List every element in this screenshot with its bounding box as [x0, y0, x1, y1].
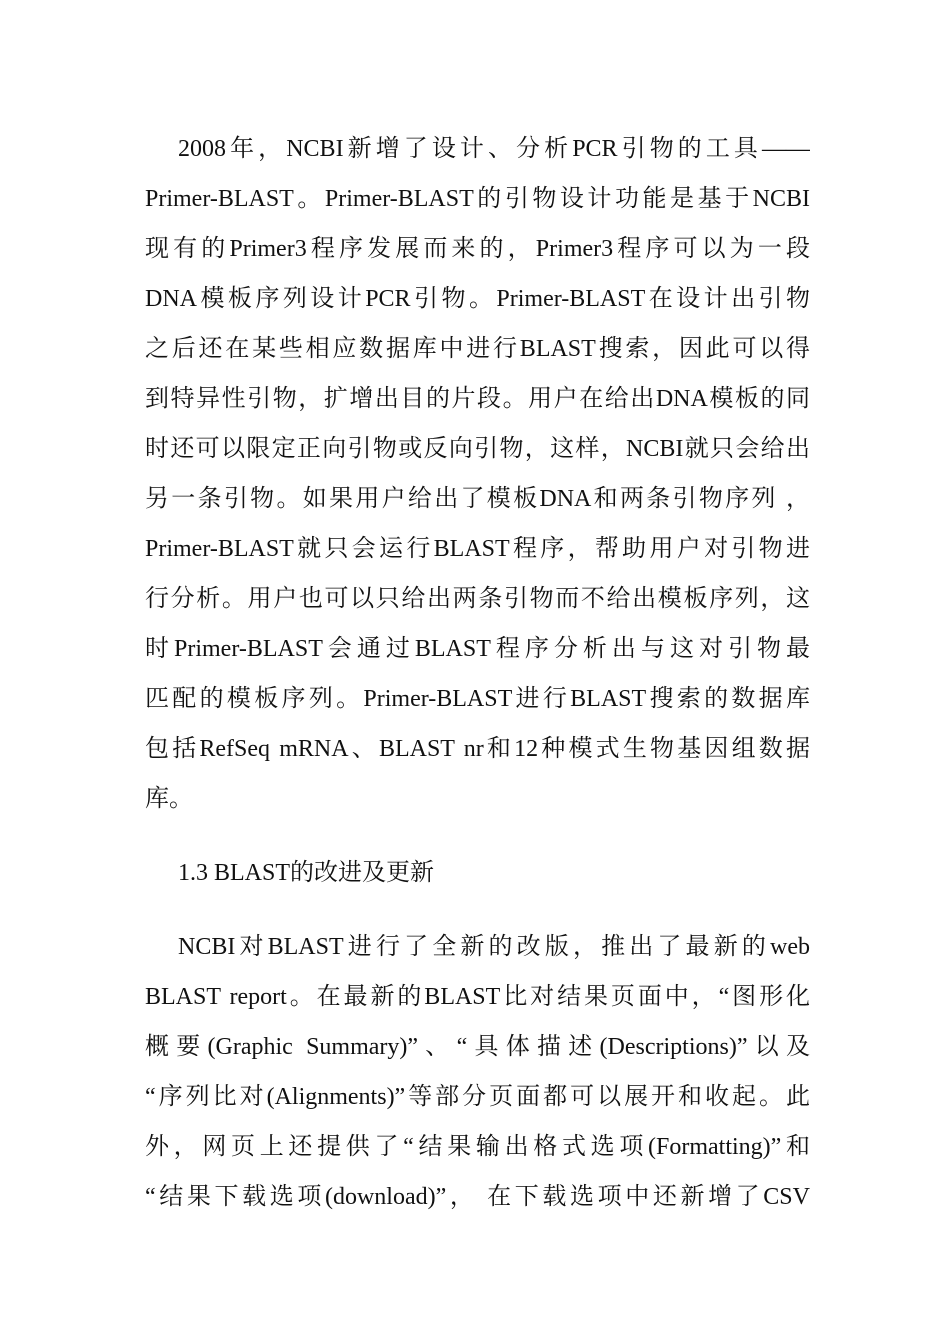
- paragraph-line: 库。: [145, 786, 193, 812]
- paragraph-line: 包括RefSeq mRNA、BLAST nr和12种模式生物基因组数据: [145, 736, 810, 762]
- paragraph-line: 行分析。用户也可以只给出两条引物而不给出模板序列，这: [145, 586, 810, 612]
- paragraph-line: Primer-BLAST就只会运行BLAST程序，帮助用户对引物进: [145, 536, 810, 562]
- paragraph-line: 时Primer-BLAST会通过BLAST程序分析出与这对引物最: [145, 636, 810, 662]
- paragraph-line: 匹配的模板序列。Primer-BLAST进行BLAST搜索的数据库: [145, 686, 810, 712]
- paragraph-blast-update: [145, 922, 810, 1222]
- paragraph-line: 现有的Primer3程序发展而来的，Primer3程序可以为一段: [145, 236, 810, 262]
- paragraph-line: 概要(Graphic Summary)”、“具体描述(Descriptions)”以及: [145, 1034, 810, 1060]
- paragraph-line: 之后还在某些相应数据库中进行BLAST搜索，因此可以得: [145, 336, 810, 362]
- document-body: [145, 124, 810, 1222]
- paragraph-line: 外，网页上还提供了“结果输出格式选项(Formatting)”和: [145, 1134, 810, 1160]
- paragraph-gap: [145, 824, 810, 848]
- paragraph-line: 到特异性引物，扩增出目的片段。用户在给出DNA模板的同: [145, 386, 810, 412]
- paragraph-line: “结果下载选项(download)”， 在下载选项中还新增了CSV: [145, 1184, 810, 1210]
- paragraph-line: NCBI对BLAST进行了全新的改版，推出了最新的web: [178, 934, 810, 960]
- paragraph-gap: [145, 898, 810, 922]
- paragraph-line: 时还可以限定正向引物或反向引物，这样，NCBI就只会给出: [145, 436, 810, 462]
- paragraph-line: DNA模板序列设计PCR引物。Primer-BLAST在设计出引物: [145, 286, 810, 312]
- paragraph-primer-blast: [145, 124, 810, 824]
- paragraph-line: BLAST report。在最新的BLAST比对结果页面中，“图形化: [145, 984, 810, 1010]
- paragraph-line: “序列比对(Alignments)”等部分页面都可以展开和收起。此: [145, 1084, 810, 1110]
- paragraph-line: Primer-BLAST。Primer-BLAST的引物设计功能是基于NCBI: [145, 186, 810, 212]
- paragraph-line: 2008年，NCBI新增了设计、分析PCR引物的工具——: [178, 136, 810, 162]
- paragraph-line: 另一条引物。如果用户给出了模板DNA和两条引物序列 ，: [145, 486, 810, 512]
- section-heading: 1.3 BLAST的改进及更新: [178, 860, 435, 886]
